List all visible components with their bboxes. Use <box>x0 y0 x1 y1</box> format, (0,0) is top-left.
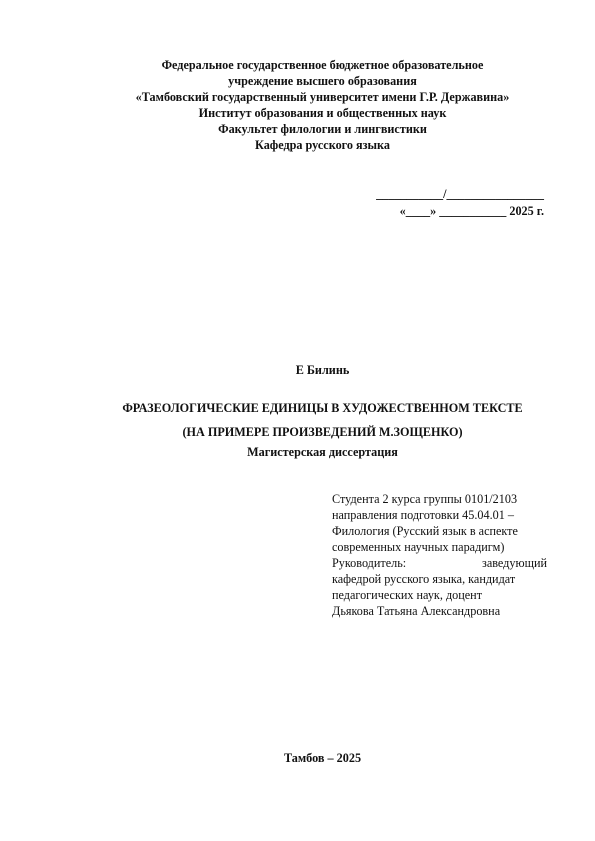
supervisor-role: заведующий <box>482 556 547 570</box>
city-year: Тамбов – 2025 <box>283 751 362 765</box>
header-line: Институт образования и общественных наук <box>198 106 447 120</box>
approval-block <box>376 186 544 220</box>
institution-header <box>0 57 595 153</box>
student-info-line: современных научных парадигм) <box>332 540 505 554</box>
supervisor-info-line: кафедрой русского языка, кандидат <box>332 572 516 586</box>
thesis-title-line: ФРАЗЕОЛОГИЧЕСКИЕ ЕДИНИЦЫ В ХУДОЖЕСТВЕННОМ ТЕКСТЕ <box>122 401 523 415</box>
supervisor-info-line: педагогических наук, доцент <box>332 588 483 602</box>
supervisor-label: Руководитель: <box>332 556 407 570</box>
student-info-block <box>332 491 547 619</box>
student-info-line: направления подготовки 45.04.01 – <box>332 508 514 522</box>
thesis-type: Магистерская диссертация <box>247 445 398 459</box>
supervisor-heading <box>332 555 547 571</box>
header-line: Факультет филологии и лингвистики <box>218 122 427 136</box>
student-info-line: Филология (Русский язык в аспекте <box>332 524 518 538</box>
thesis-title-line: (НА ПРИМЕРЕ ПРОИЗВЕДЕНИЙ М.ЗОЩЕНКО) <box>182 425 463 439</box>
thesis-title <box>0 396 595 444</box>
student-info-line: Студента 2 курса группы 0101/2103 <box>332 492 518 506</box>
supervisor-info-line: Дьякова Татьяна Александровна <box>332 604 501 618</box>
header-line: Федеральное государственное бюджетное образовательное <box>161 58 484 72</box>
header-line: учреждение высшего образования <box>228 74 417 88</box>
signature-line: ___________/________________ <box>376 187 544 201</box>
header-line: Кафедра русского языка <box>255 138 390 152</box>
date-line: «____» ___________ 2025 г. <box>399 204 544 218</box>
header-line: «Тамбовский государственный университет имени Г.Р. Державина» <box>135 90 510 104</box>
author-name: Е Билинь <box>295 363 350 377</box>
